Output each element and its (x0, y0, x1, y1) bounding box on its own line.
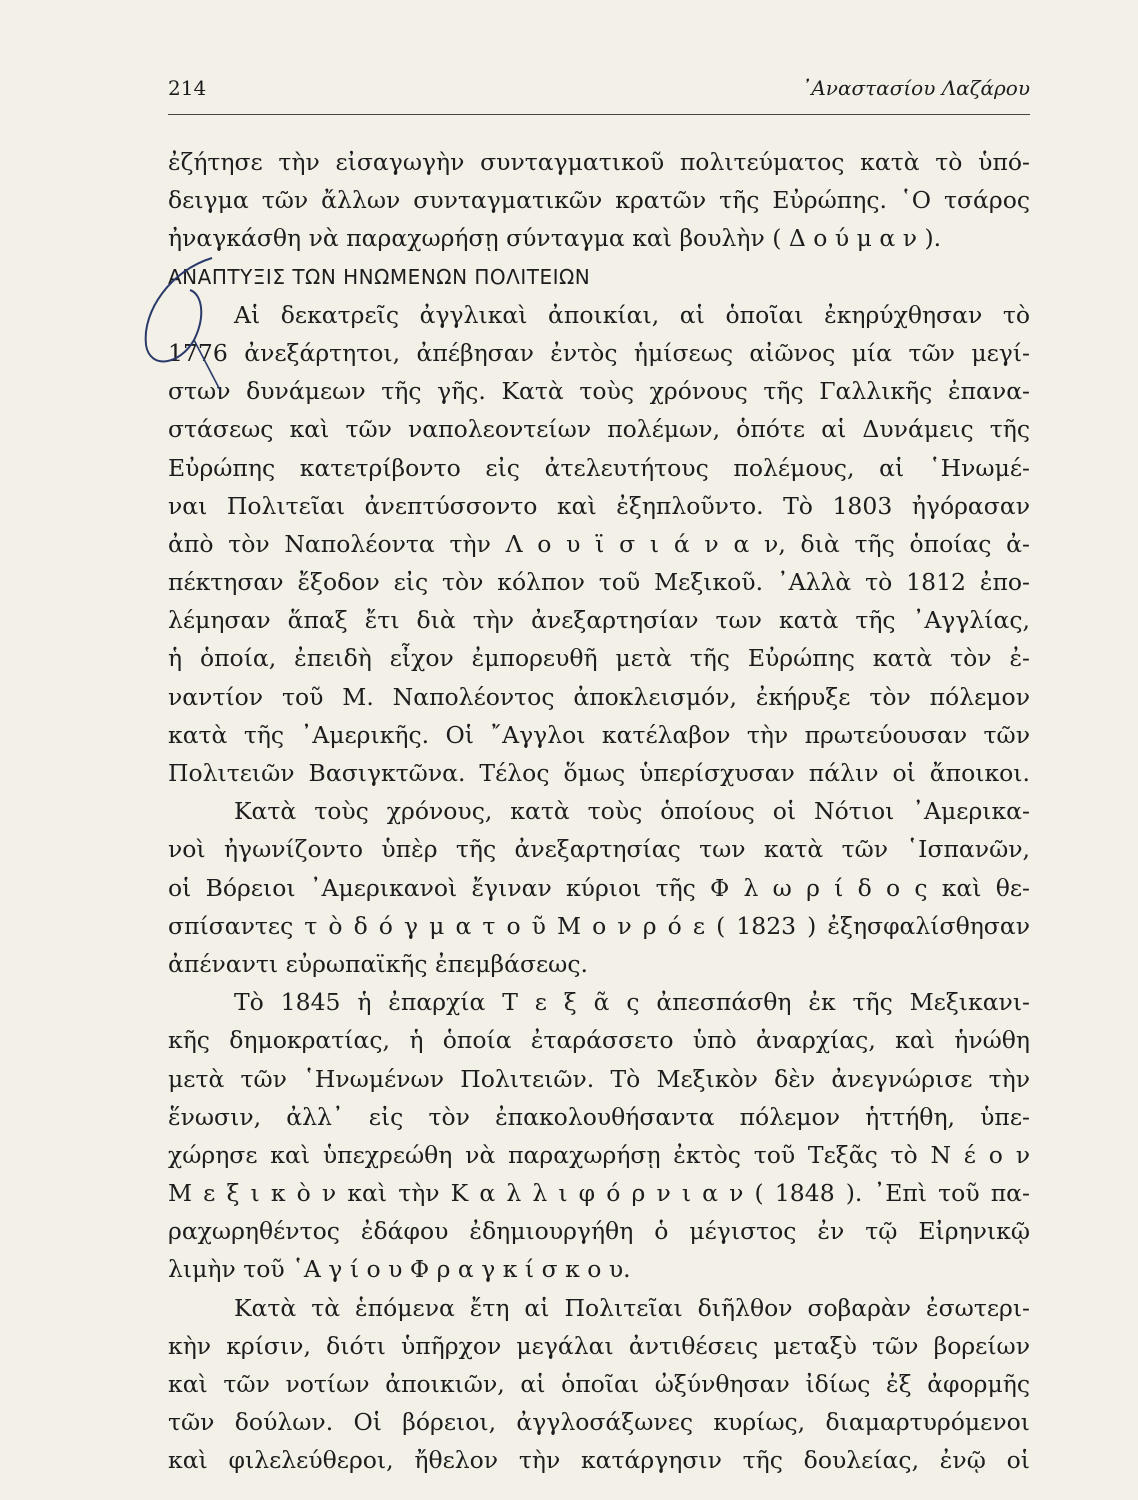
text-line: λιμὴν τοῦ ῾Α γ ί ο υ Φ ρ α γ κ ί σ κ ο υ. (168, 1255, 631, 1284)
header-rule (168, 114, 1030, 115)
text-line: Πολιτειῶν Βασιγκτῶνα. Τέλος ὅμως ὑπερίσχυσαν πάλιν οἱ ἄποικοι. (168, 759, 1030, 787)
text-line: χώρησε καὶ ὑπεχρεώθη νὰ παραχωρήσῃ ἐκτὸς τοῦ Τεξᾶς τὸ Ν έ ο ν (168, 1140, 1030, 1169)
text-line: καὶ φιλελεύθεροι, ἤθελον τὴν κατάργησιν τῆς δουλείας, ἐνῷ οἱ (168, 1446, 1030, 1475)
text-line: στάσεως καὶ τῶν ναπολεοντείων πολέμων, ὁπότε αἱ Δυνάμεις τῆς (168, 415, 1030, 444)
text-line: Τὸ 1845 ἡ ἐπαρχία Τ ε ξ ᾶ ς ἀπεσπάσθη ἐκ τῆς Μεξικανι- (234, 988, 1030, 1017)
text-line: στων δυνάμεων τῆς γῆς. Κατὰ τοὺς χρόνους τῆς Γαλλικῆς ἐπανα- (168, 377, 1030, 406)
text-line: ἀπὸ τὸν Ναπολέοντα τὴν Λ ο υ ϊ σ ι ά ν α ν, διὰ τῆς ὁποίας ἀ- (168, 529, 1030, 558)
page-number: 214 (168, 76, 207, 100)
text-line: 1776 ἀνεξάρτητοι, ἀπέβησαν ἐντὸς ἡμίσεως αἰῶνος μία τῶν μεγί- (168, 338, 1030, 367)
text-line: ἡ ὁποία, ἐπειδὴ εἶχον ἐμπορευθῆ μετὰ τῆς Εὐρώπης κατὰ τὸν ἐ- (168, 644, 1030, 673)
text-line: λέμησαν ἅπαξ ἔτι διὰ τὴν ἀνεξαρτησίαν των κατὰ τῆς ᾿Αγγλίας, (168, 606, 1030, 635)
text-line: τῶν δούλων. Οἱ βόρειοι, ἀγγλοσάξωνες κυρίως, διαμαρτυρόμενοι (168, 1408, 1030, 1437)
running-head-author: ᾿Αναστασίου Λαζάρου (801, 76, 1030, 100)
text-line: ἠναγκάσθη νὰ παραχωρήσῃ σύνταγμα καὶ βουλὴν ( Δ ο ύ μ α ν ). (168, 224, 942, 253)
text-line: ναντίον τοῦ Μ. Ναπολέοντος ἀποκλεισμόν, ἐκήρυξε τὸν πόλεμον (168, 682, 1030, 711)
text-line: πέκτησαν ἔξοδον εἰς τὸν κόλπον τοῦ Μεξικοῦ. ᾿Αλλὰ τὸ 1812 ἐπο- (168, 568, 1030, 597)
section-heading: ΑΝΑΠΤΥΞΙΣ ΤΩΝ ΗΝΩΜΕΝΩΝ ΠΟΛΙΤΕΙΩΝ (168, 264, 591, 289)
text-line: οἱ Βόρειοι ᾿Αμερικανοὶ ἔγιναν κύριοι τῆς Φ λ ω ρ ί δ ο ς καὶ θε- (168, 873, 1030, 902)
text-line: Μ ε ξ ι κ ὸ ν καὶ τὴν Κ α λ λ ι φ ό ρ ν ι α ν ( 1848 ). ᾿Επὶ τοῦ πα- (168, 1179, 1030, 1208)
text-line: κῆς δημοκρατίας, ἡ ὁποία ἐταράσσετο ὑπὸ ἀναρχίας, καὶ ἡνώθη (168, 1026, 1030, 1055)
text-line: κατὰ τῆς ᾿Αμερικῆς. Οἱ ῎Αγγλοι κατέλαβον τὴν πρωτεύουσαν τῶν (168, 720, 1030, 749)
text-line: Κατὰ τὰ ἑπόμενα ἔτη αἱ Πολιτεῖαι διῆλθον σοβαρὰν ἐσωτερι- (234, 1293, 1030, 1322)
text-line: ναι Πολιτεῖαι ἀνεπτύσσοντο καὶ ἐξηπλοῦντο. Τὸ 1803 ἠγόρασαν (168, 491, 1030, 520)
text-line: ἐζήτησε τὴν εἰσαγωγὴν συνταγματικοῦ πολιτεύματος κατὰ τὸ ὑπό- (168, 148, 1030, 176)
text-line: κὴν κρίσιν, διότι ὑπῆρχον μεγάλαι ἀντιθέσεις μεταξὺ τῶν βορείων (168, 1331, 1030, 1360)
text-line: ραχωρηθέντος ἐδάφου ἐδημιουργήθη ὁ μέγιστος ἐν τῷ Εἰρηνικῷ (168, 1217, 1030, 1246)
text-line: Κατὰ τοὺς χρόνους, κατὰ τοὺς ὁποίους οἱ Νότιοι ᾿Αμερικα- (234, 797, 1030, 826)
text-line: καὶ τῶν νοτίων ἀποικιῶν, αἱ ὁποῖαι ὠξύνθησαν ἰδίως ἐξ ἀφορμῆς (168, 1370, 1030, 1398)
page-header (168, 76, 1030, 106)
text-line: μετὰ τῶν ῾Ηνωμένων Πολιτειῶν. Τὸ Μεξικὸν δὲν ἀνεγνώρισε τὴν (168, 1064, 1030, 1093)
text-line: ἕνωσιν, ἀλλ᾿ εἰς τὸν ἐπακολουθήσαντα πόλεμον ἡττήθη, ὑπε- (168, 1102, 1030, 1131)
text-line: σπίσαντες τ ὸ δ ό γ μ α τ ο ῦ Μ ο ν ρ ό ε ( 1823 ) ἐξησφαλίσθησαν (168, 911, 1030, 940)
text-line: δειγμα τῶν ἄλλων συνταγματικῶν κρατῶν τῆς Εὐρώπης. ῾Ο τσάρος (168, 186, 1030, 215)
text-line: Αἱ δεκατρεῖς ἀγγλικαὶ ἀποικίαι, αἱ ὁποῖαι ἐκηρύχθησαν τὸ (234, 300, 1030, 329)
text-line: νοὶ ἠγωνίζοντο ὑπὲρ τῆς ἀνεξαρτησίας των κατὰ τῶν ῾Ισπανῶν, (168, 835, 1030, 864)
text-line: ἀπέναντι εὐρωπαϊκῆς ἐπεμβάσεως. (168, 949, 588, 978)
text-line: Εὐρώπης κατετρίβοντο εἰς ἀτελευτήτους πολέμους, αἱ ῾Ηνωμέ- (168, 453, 1030, 482)
body-text (168, 143, 1030, 1480)
